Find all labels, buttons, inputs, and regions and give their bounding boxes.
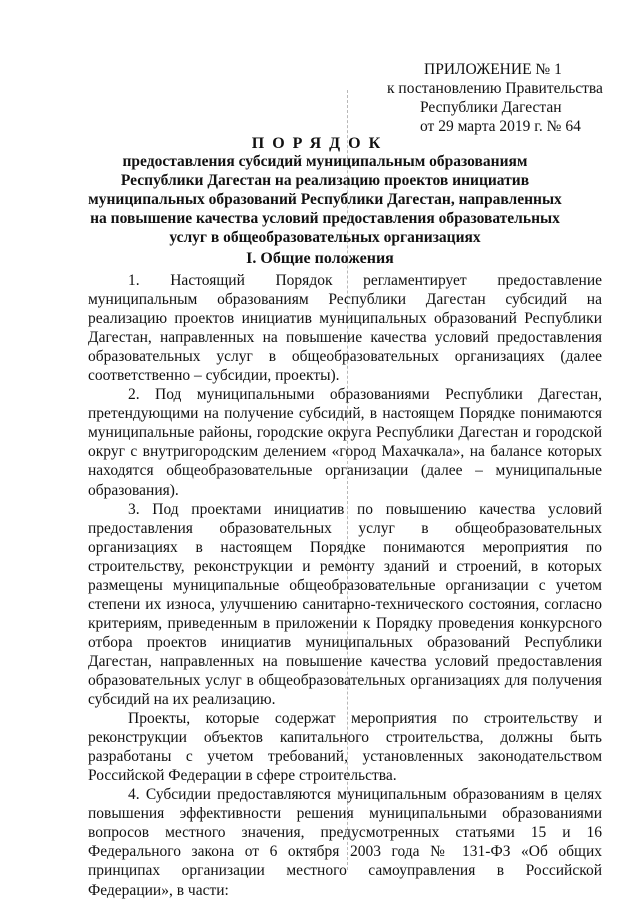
appendix-number: ПРИЛОЖЕНИЕ № 1 bbox=[424, 61, 562, 78]
document-title: ПОРЯДОК bbox=[251, 135, 389, 152]
paragraph-3: 3. Под проектами инициатив по повышению качества условий предоставления образовательных услуг в общеобразовательных организациях в настоящем Порядке понимаются мероприятия по строительству, реконструкции и ремонту зданий и строений, в которых размещены муниципальные общеобразовательные организации с учетом степени их износа, улучшению санитарно-технического состояния, согласно критериям, приведенным в приложении к Порядку проведения конкурсного отбора проектов инициатив муниципальных образований Республики Дагестан, направленных на повышение качества условий предоставления образовательных услуг в общеобразовательных организациях для получения субсидий на их реализацию. bbox=[88, 500, 602, 709]
body-text bbox=[88, 271, 602, 900]
appendix-header bbox=[380, 60, 620, 136]
document-subtitle: предоставления субсидий муниципальным образованиям Республики Дагестан на реализацию проектов инициатив муниципальных образований Республики Дагестан, направленных на повышение качества условий предоставления образовательных услуг в общеобразовательных организациях bbox=[88, 153, 562, 246]
appendix-line-republic: Республики Дагестан bbox=[420, 99, 562, 116]
paragraph-4: 4. Субсидии предоставляются муниципальным образованиям в целях повышения эффективности решения муниципальными образованиями вопросов местного значения, предусмотренных статьями 15 и 16 Федерального закона от 6 октября 2003 года № 131-ФЗ «Об общих принципах организации местного самоуправления в Российской Федерации», в части: bbox=[88, 786, 602, 899]
appendix-line-date: от 29 марта 2019 г. № 64 bbox=[420, 118, 581, 135]
paragraph-2: 2. Под муниципальными образованиями Республики Дагестан, претендующими на получение субсидий, в настоящем Порядке понимаются муниципальные районы, городские округа Республики Дагестан и городской округ с внутригородским делением «город Махачкала», на балансе которых находятся общеобразовательные организации (далее – муниципальные образования). bbox=[88, 386, 602, 499]
section-heading: I. Общие положения bbox=[246, 250, 394, 267]
appendix-line-decree: к постановлению Правительства bbox=[387, 80, 603, 97]
paragraph-3-continued: Проекты, которые содержат мероприятия по строительству и реконструкции объектов капитального строительства, должны быть разработаны с учетом требований, установленных законодательством Российской Федерации в сфере строительства. bbox=[88, 710, 602, 785]
paragraph-1: 1. Настоящий Порядок регламентирует предоставление муниципальным образованиям Республики Дагестан субсидий на реализацию проектов инициатив муниципальных образований Республики Дагестан, направленных на повышение качества условий предоставления образовательных услуг в общеобразовательных организациях (далее соответственно – субсидии, проекты). bbox=[88, 272, 602, 385]
